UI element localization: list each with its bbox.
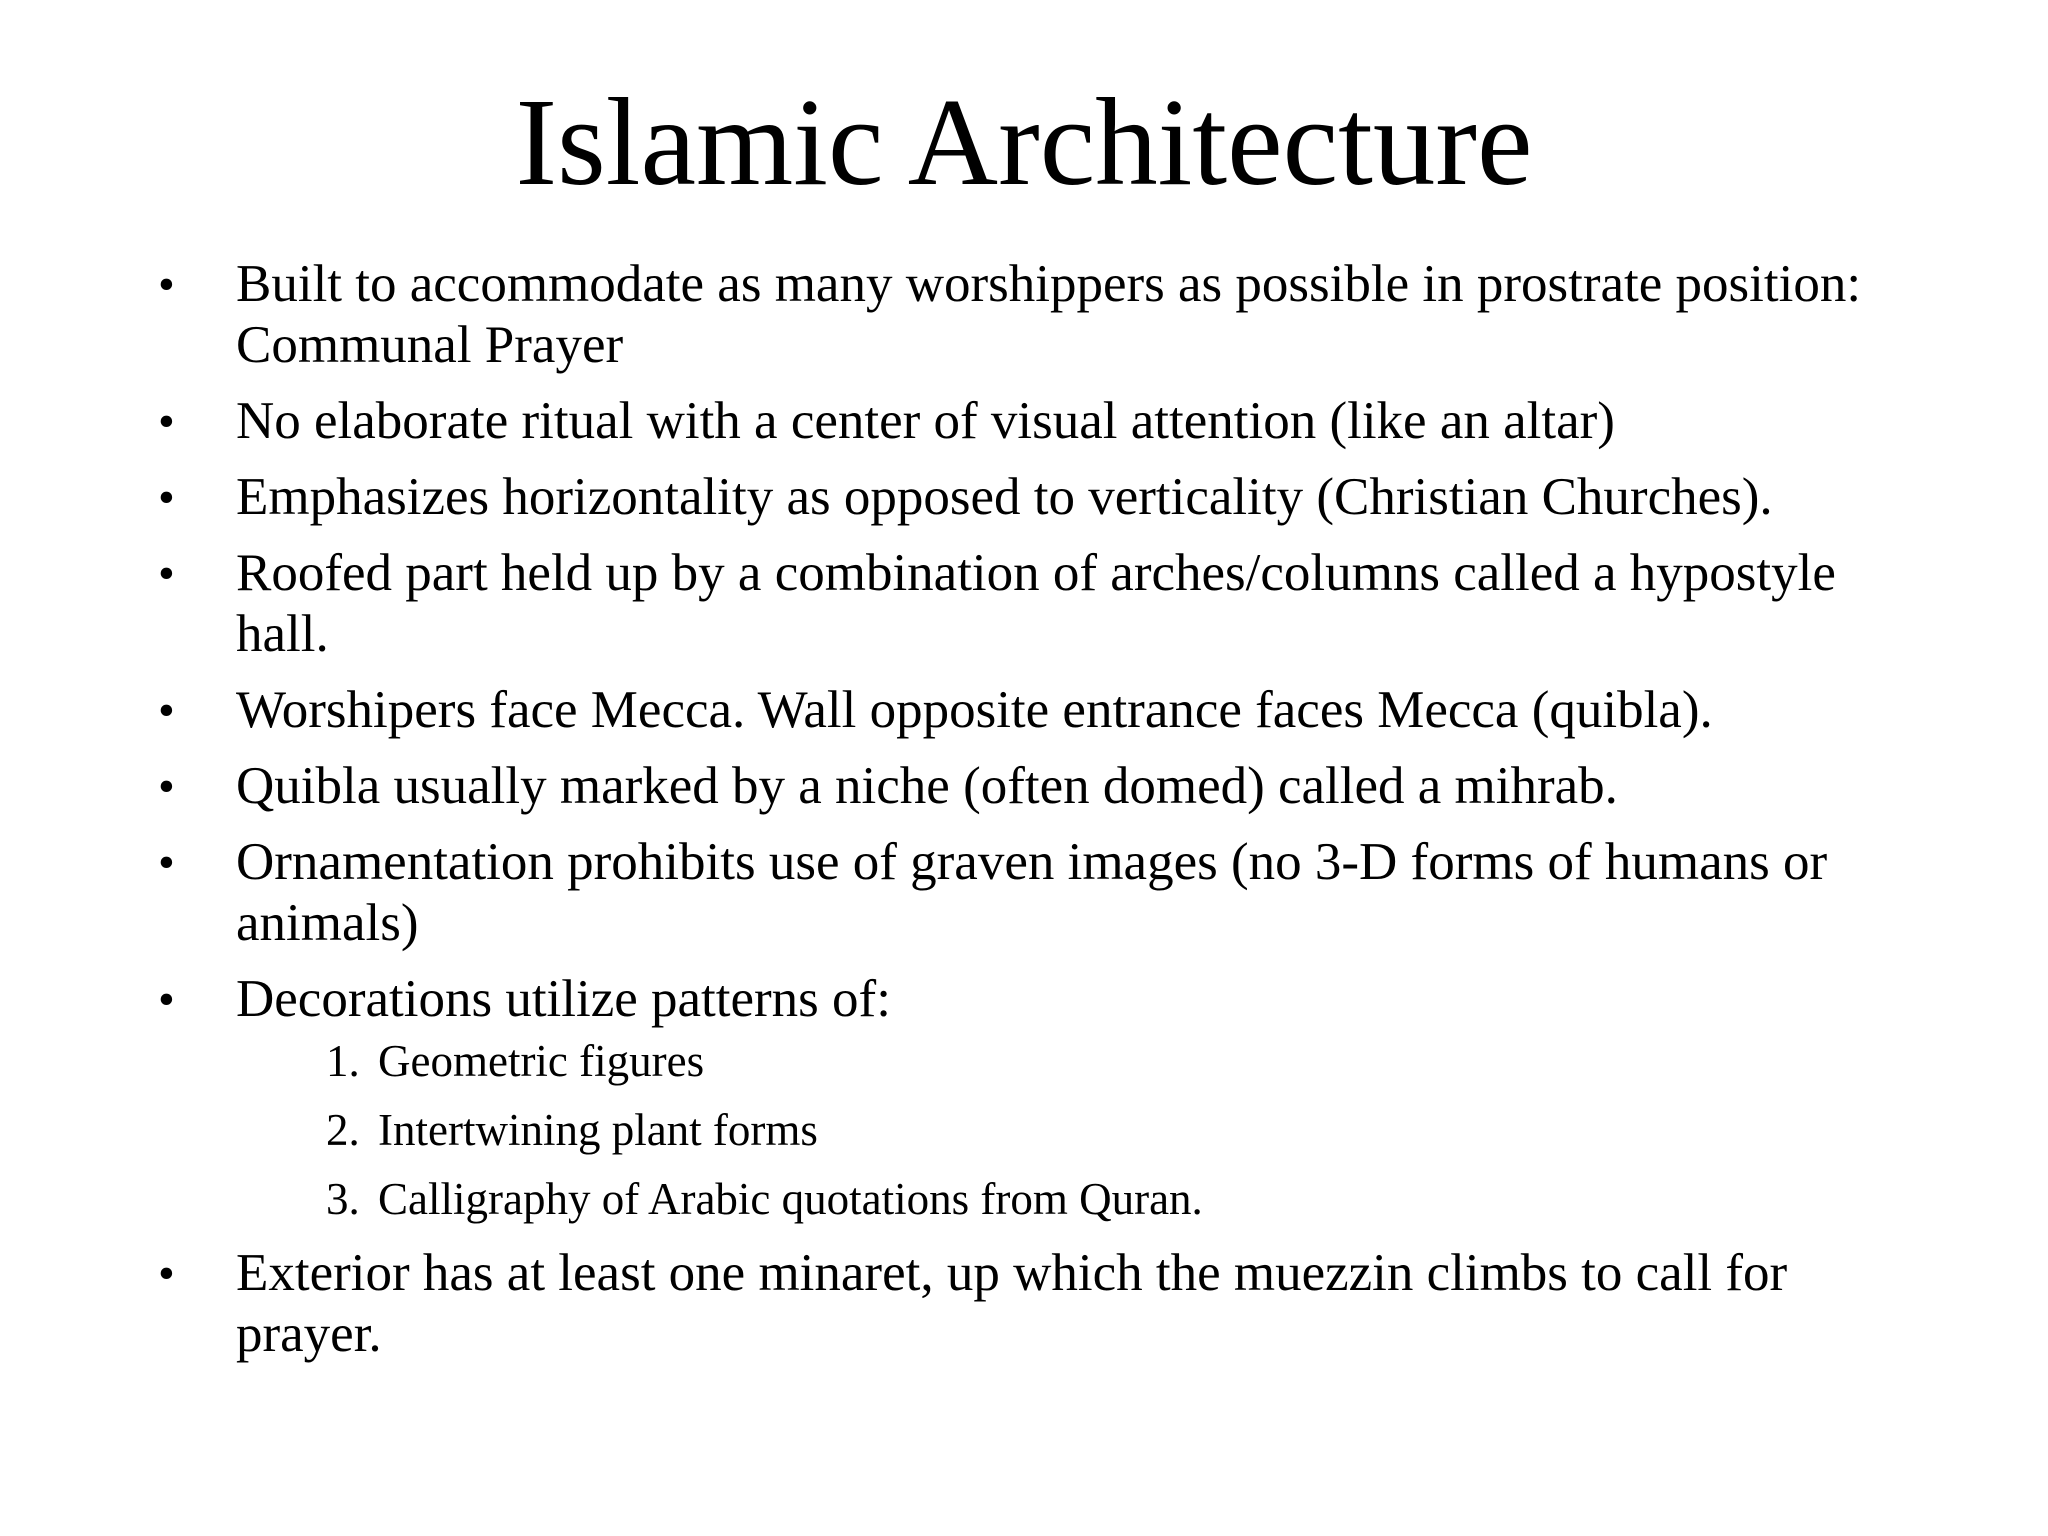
bullet-text: Built to accommodate as many worshippers as possible in prostrate position: Communal Prayer [236,255,1862,374]
bullet-item [0,254,1876,376]
sub-list-number: 1. [326,1036,360,1086]
bullet-marker: • [158,836,175,889]
bullet-list [0,254,2048,1380]
sub-list-item [236,1105,1876,1155]
bullet-marker: • [158,973,175,1026]
sub-list-text: Intertwining plant forms [378,1105,818,1155]
bullet-text: Ornamentation prohibits use of graven images (no 3-D forms of humans or animals) [236,833,1828,952]
bullet-marker: • [158,395,175,448]
bullet-item [0,832,1876,954]
sub-list-item [236,1174,1876,1224]
bullet-text: No elaborate ritual with a center of visual attention (like an altar) [236,392,1615,450]
bullet-text: Quibla usually marked by a niche (often domed) called a mihrab. [236,757,1618,815]
sub-list-item [236,1036,1876,1086]
slide-title: Islamic Architecture [515,74,1533,212]
bullet-text: Roofed part held up by a combination of arches/columns called a hypostyle hall. [236,544,1836,663]
bullet-marker: • [158,1247,175,1300]
bullet-text: Exterior has at least one minaret, up which the muezzin climbs to call for prayer. [236,1244,1788,1363]
bullet-text: Decorations utilize patterns of: [236,970,891,1028]
bullet-item [0,467,1876,528]
bullet-item [0,756,1876,817]
sub-list-text: Calligraphy of Arabic quotations from Quran. [378,1174,1203,1224]
numbered-sub-list [236,1036,1876,1224]
bullet-item [0,391,1876,452]
bullet-item [0,680,1876,741]
bullet-item [0,1243,1876,1365]
bullet-text: Emphasizes horizontality as opposed to verticality (Christian Churches). [236,468,1773,526]
bullet-item [0,969,1876,1224]
sub-list-number: 2. [326,1105,360,1155]
sub-list-text: Geometric figures [378,1036,705,1086]
sub-list-number: 3. [326,1174,360,1224]
bullet-marker: • [158,684,175,737]
bullet-item [0,543,1876,665]
bullet-marker: • [158,760,175,813]
bullet-marker: • [158,547,175,600]
bullet-marker: • [158,471,175,524]
bullet-text: Worshipers face Mecca. Wall opposite entrance faces Mecca (quibla). [236,681,1713,739]
bullet-marker: • [158,258,175,311]
